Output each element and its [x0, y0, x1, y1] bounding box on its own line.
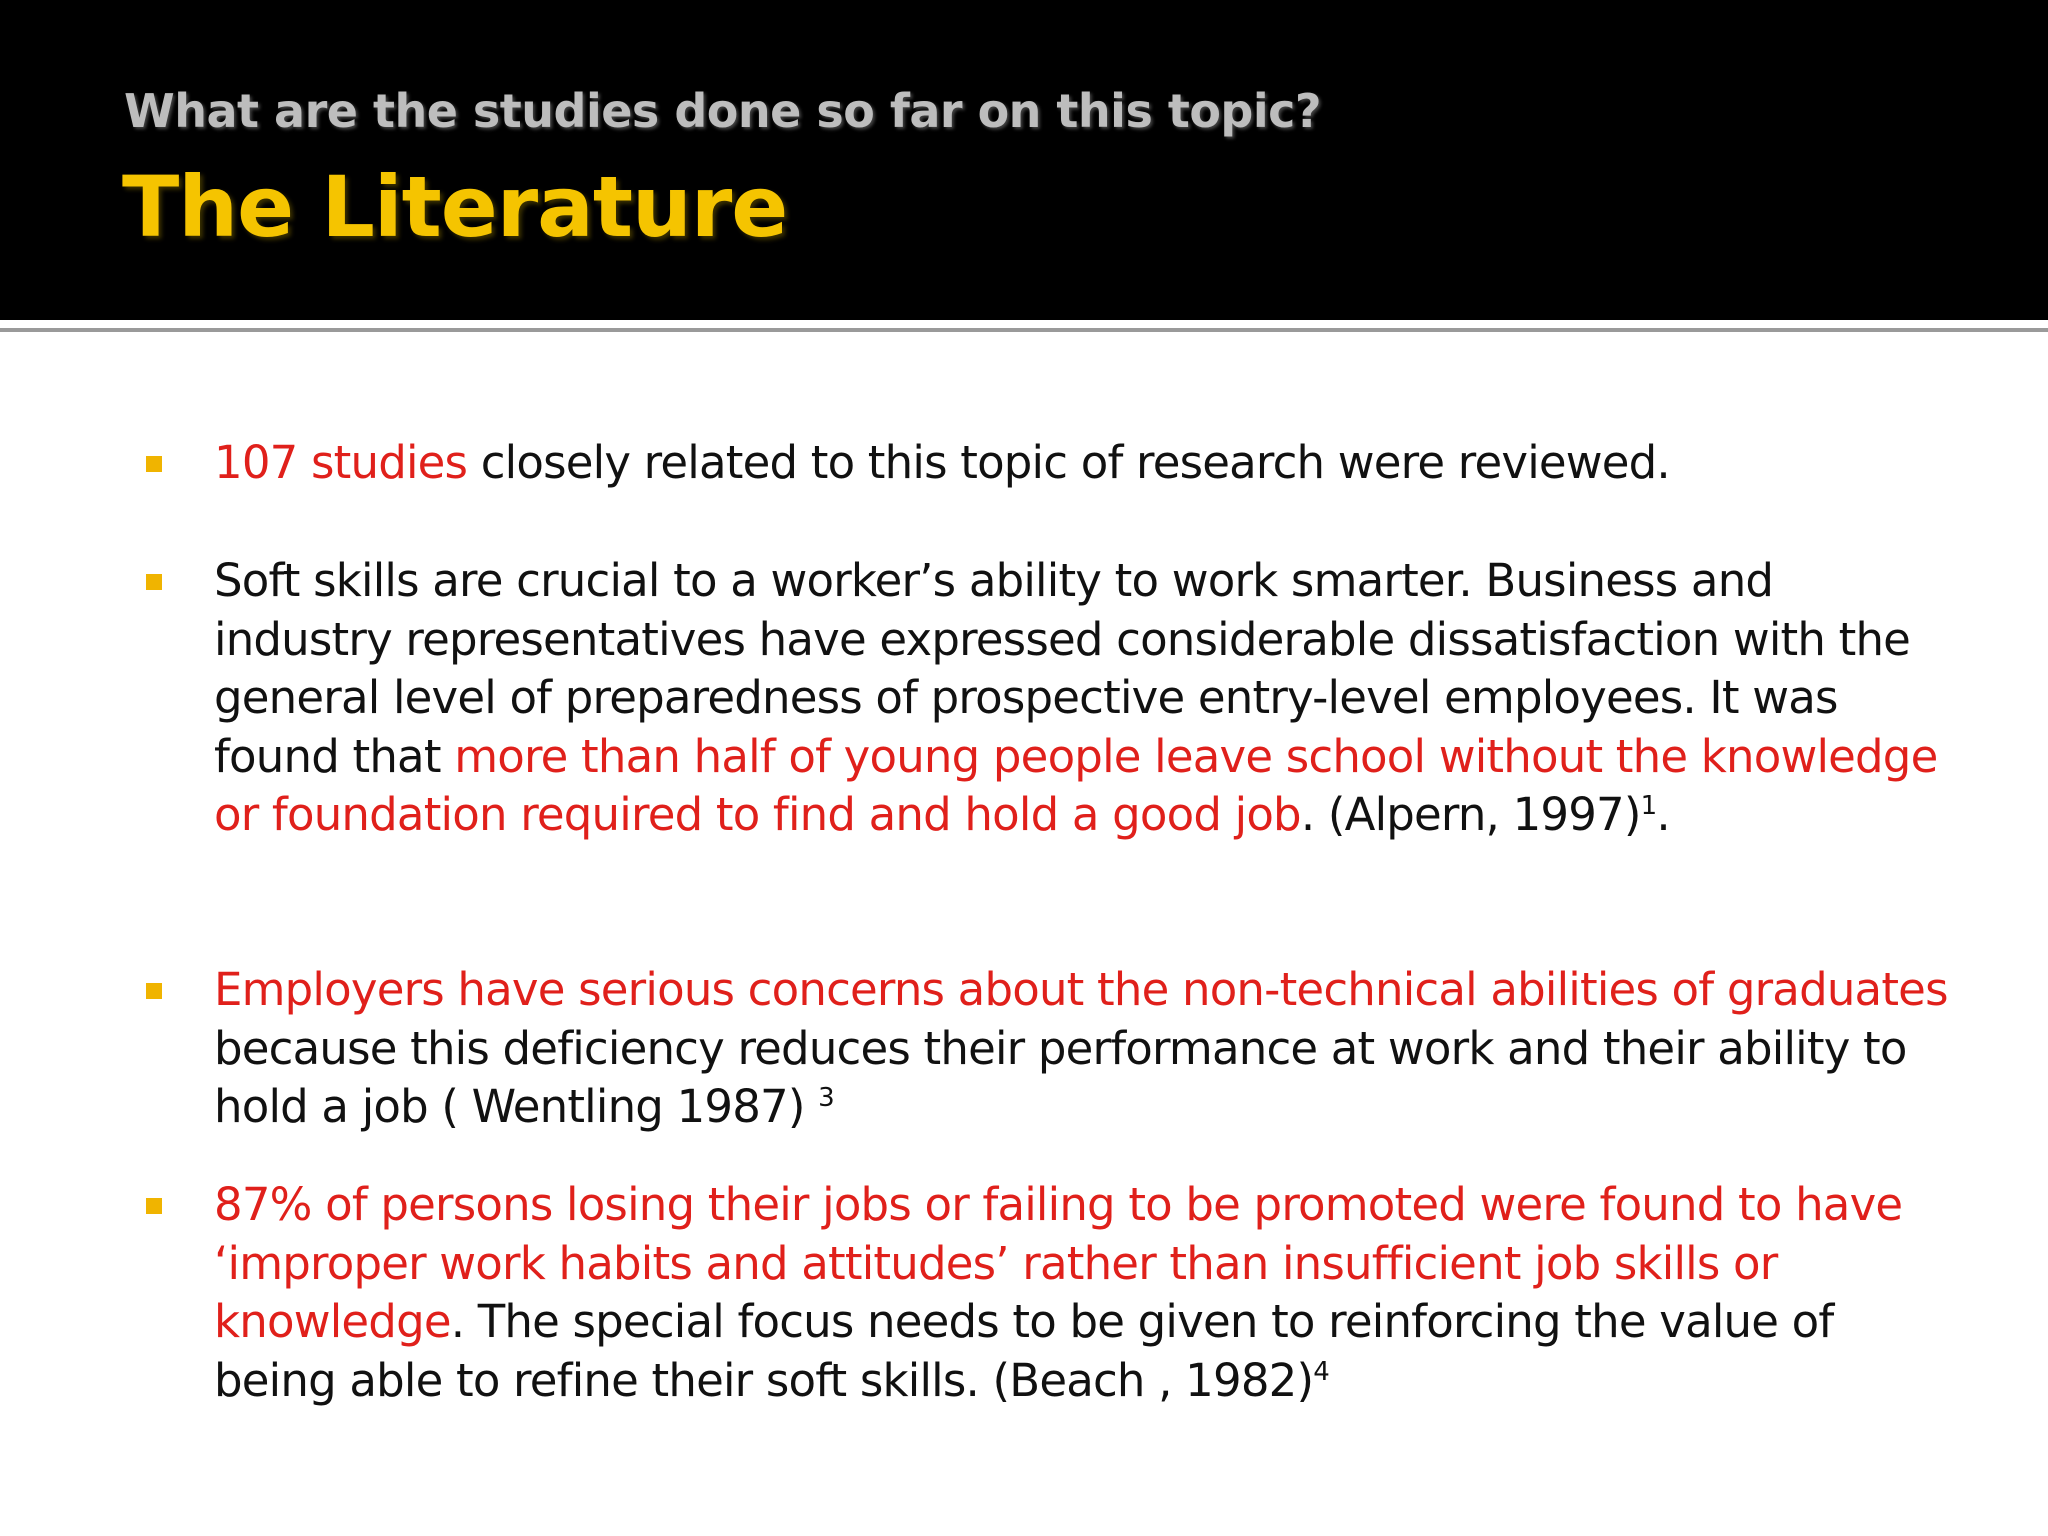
slide-subtitle: What are the studies done so far on this topic?: [124, 84, 1322, 138]
bullet-item-work-habits: [214, 1176, 1954, 1410]
square-bullet-icon: [146, 456, 162, 472]
bullet-item-employers-concerns: [214, 961, 1954, 1137]
square-bullet-icon: [146, 983, 162, 999]
bullet-item-soft-skills: [214, 552, 1954, 845]
bullet-highlight: Employers have serious concerns about the non-technical abilities of graduates: [214, 963, 1948, 1016]
bullet-text-end: .: [1656, 788, 1670, 841]
footnote-marker: 3: [818, 1083, 834, 1113]
footnote-marker: 1: [1640, 791, 1657, 821]
bullet-text: closely related to this topic of research were reviewed.: [467, 436, 1670, 489]
bullet-highlight: 87% of persons losing their jobs or failing to be promoted were found to have ‘improper work habits and attitudes’ rather than insufficient job skills or knowledge: [214, 1178, 1903, 1348]
bullet-highlight: more than half of young people leave school without the knowledge or foundation required to find and hold a good job: [214, 729, 1938, 841]
bullet-citation: . (Alpern, 1997): [1300, 788, 1641, 841]
bullet-text: Soft skills are crucial to a worker’s ability to work smarter. Business and industry representatives have expressed considerable dissatisfaction with the general level of preparedness of prospective entry-level employees. It was found that: [214, 554, 1911, 783]
bullet-highlight: 107 studies: [214, 436, 468, 489]
bullet-text: because this deficiency reduces their performance at work and their ability to hold a job ( Wentling 1987): [214, 1021, 1907, 1133]
square-bullet-icon: [146, 574, 162, 590]
bullet-text: . The special focus needs to be given to reinforcing the value of being able to refine their soft skills. (Beach , 1982): [214, 1295, 1834, 1407]
footnote-marker: 4: [1313, 1356, 1329, 1387]
square-bullet-icon: [146, 1198, 162, 1214]
slide-title: The Literature: [122, 158, 788, 256]
bullet-item-studies-reviewed: [214, 434, 1954, 493]
